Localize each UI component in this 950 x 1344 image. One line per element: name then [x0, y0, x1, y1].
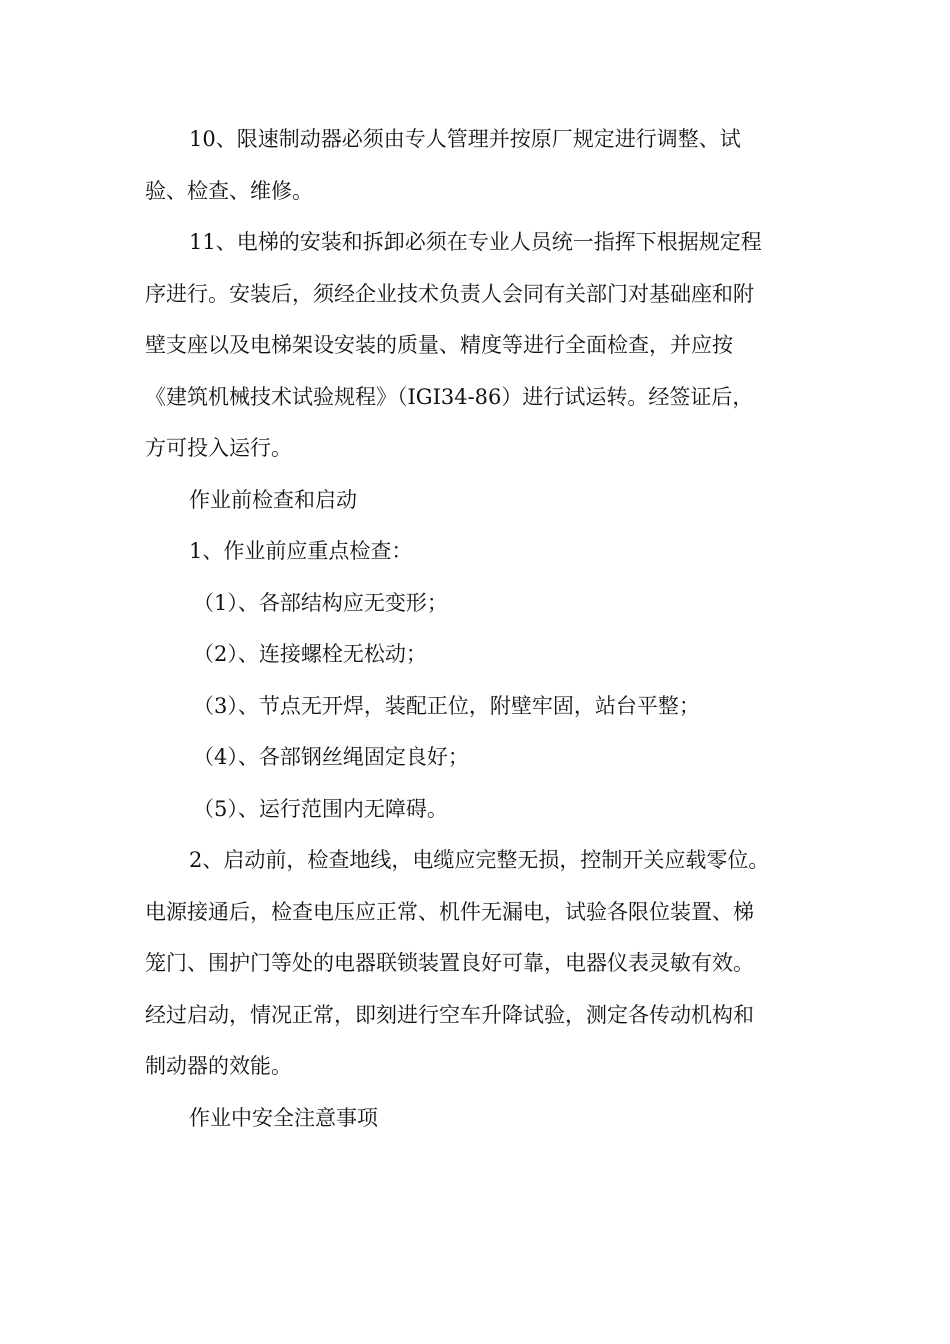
text-line: 制动器的效能。	[145, 1054, 292, 1078]
list-item: （3）、节点无开焊，装配正位，附壁牢固，站台平整；	[193, 693, 700, 718]
text-line: 2、启动前，检查地线，电缆应完整无损，控制开关应载零位。	[189, 848, 770, 872]
document-body	[145, 114, 805, 1144]
text-line: 方可投入运行。	[145, 436, 292, 460]
list-item: （1）、各部结构应无变形；	[193, 590, 448, 615]
section-heading: 作业前检查和启动	[189, 487, 357, 512]
section-heading-in-operation	[145, 1093, 805, 1145]
text-line: 1、作业前应重点检查：	[189, 539, 413, 563]
section-heading: 作业中安全注意事项	[189, 1105, 378, 1130]
text-line: 壁支座以及电梯架设安装的质量、精度等进行全面检查，并应按	[145, 333, 733, 357]
text-line: 电源接通后，检查电压应正常、机件无漏电，试验各限位装置、梯	[145, 899, 754, 924]
list-item: （2）、连接螺栓无松动；	[193, 642, 427, 666]
check-list	[145, 578, 805, 836]
text-line: 11、电梯的安装和拆卸必须在专业人员统一指挥下根据规定程	[189, 230, 762, 254]
text-line: 序进行。安装后，须经企业技术负责人会同有关部门对基础座和附	[145, 281, 754, 306]
list-item: （4）、各部钢丝绳固定良好；	[193, 745, 469, 769]
paragraph-item-11	[145, 217, 805, 475]
paragraph-startup	[145, 835, 805, 1093]
paragraph-check-intro	[145, 526, 805, 578]
text-line: 10、限速制动器必须由专人管理并按原厂规定进行调整、试	[189, 127, 741, 151]
text-line: 验、检查、维修。	[145, 178, 313, 203]
text-line: 《建筑机械技术试验规程》（IGI34-86）进行试运转。经签证后，	[145, 384, 754, 409]
paragraph-item-10	[145, 114, 805, 217]
text-line: 经过启动，情况正常，即刻进行空车升降试验，测定各传动机构和	[145, 1002, 754, 1027]
section-heading-pre-operation	[145, 475, 805, 527]
text-line: 笼门、围护门等处的电器联锁装置良好可靠，电器仪表灵敏有效。	[145, 951, 754, 975]
list-item: （5）、运行范围内无障碍。	[193, 796, 448, 821]
